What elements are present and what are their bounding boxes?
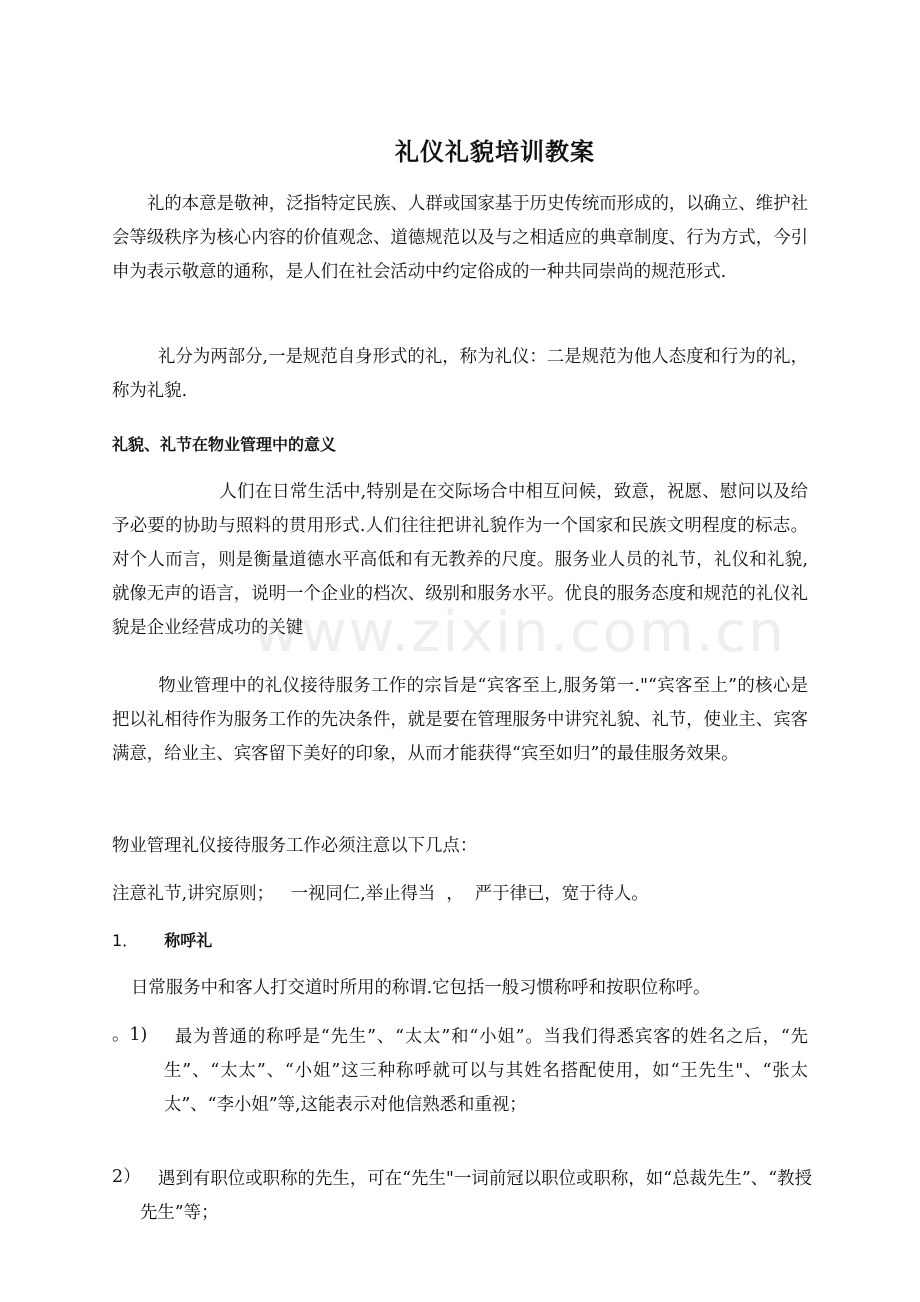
section-heading-address bbox=[112, 928, 212, 951]
paragraph-two-parts-text: 礼分为两部分,一是规范自身形式的礼，称为礼仪：二是规范为他人态度和行为的礼，称为礼貌. bbox=[112, 347, 808, 401]
list-item-2-text bbox=[140, 1162, 812, 1230]
paragraph-address-intro: 日常服务中和客人打交道时所用的称谓.它包括一般习惯称呼和按职位称呼。 bbox=[131, 978, 711, 998]
list-item-2-marker: 2） bbox=[112, 1167, 141, 1187]
watermark: www.zixin.com.cn bbox=[253, 600, 786, 665]
list-item-1-marker: 。1) bbox=[112, 1025, 148, 1045]
paragraph-definition-text: 礼的本意是敬神，泛指特定民族、人群或国家基于历史传统而形成的，以确立、维护社会等级秩序为核心内容的价值观念、道德规范以及与之相适应的典章制度、行为方式，今引申为表示敬意的通称，是人们在社会活动中约定俗成的一种共同崇尚的规范形式. bbox=[112, 194, 808, 282]
paragraph-principles: 注意礼节,讲究原则； 一视同仁,举止得当 ， 严于律已，宽于待人。 bbox=[112, 884, 649, 904]
document-title: 礼仪礼貌培训教案 bbox=[395, 138, 595, 166]
list-item-1-body: 最为普通的称呼是“先生”、“太太”和“小姐”。当我们得悉宾客的姓名之后，“先生”、“太太”、“小姐”这三种称呼就可以与其姓名搭配使用，如“王先生"、“张太太”、“李小姐”等,这能表示对他信熟悉和重视； bbox=[164, 1027, 808, 1115]
section-title: 称呼礼 bbox=[164, 931, 213, 950]
paragraph-notes-intro: 物业管理礼仪接待服务工作必须注意以下几点： bbox=[112, 836, 478, 856]
paragraph-daily-life-text: 人们在日常生活中,特别是在交际场合中相互问候，致意，祝愿、慰问以及给予必要的协助与照料的贯用形式.人们往往把讲礼貌作为一个国家和民族文明程度的标志。对个人而言，则是衡量道德水平高低和有无教养的尺度。服务业人员的礼节，礼仪和礼貌,就像无声的语言，说明一个企业的档次、级别和服务水平。优良的服务态度和规范的礼仪礼貌是企业经营成功的关键 bbox=[112, 482, 808, 638]
section-number: 1． bbox=[112, 931, 139, 950]
paragraph-service-purpose bbox=[112, 669, 808, 771]
paragraph-service-purpose-text: 物业管理中的礼仪接待服务工作的宗旨是“宾客至上,服务第一."“宾客至上”的核心是把以礼相待作为服务工作的先决条件，就是要在管理服务中讲究礼貌、礼节，使业主、宾客满意，给业主、宾客留下美好的印象，从而才能获得“宾至如归”的最佳服务效果。 bbox=[112, 676, 808, 764]
list-item-1-text bbox=[164, 1020, 808, 1122]
paragraph-definition bbox=[112, 187, 808, 289]
section-heading-significance: 礼貌、礼节在物业管理中的意义 bbox=[112, 435, 337, 454]
paragraph-two-parts bbox=[112, 340, 808, 408]
list-item-2-body: 遇到有职位或职称的先生，可在“先生"一词前冠以职位或职称，如“总裁先生”、“教授先生”等； bbox=[140, 1169, 812, 1223]
